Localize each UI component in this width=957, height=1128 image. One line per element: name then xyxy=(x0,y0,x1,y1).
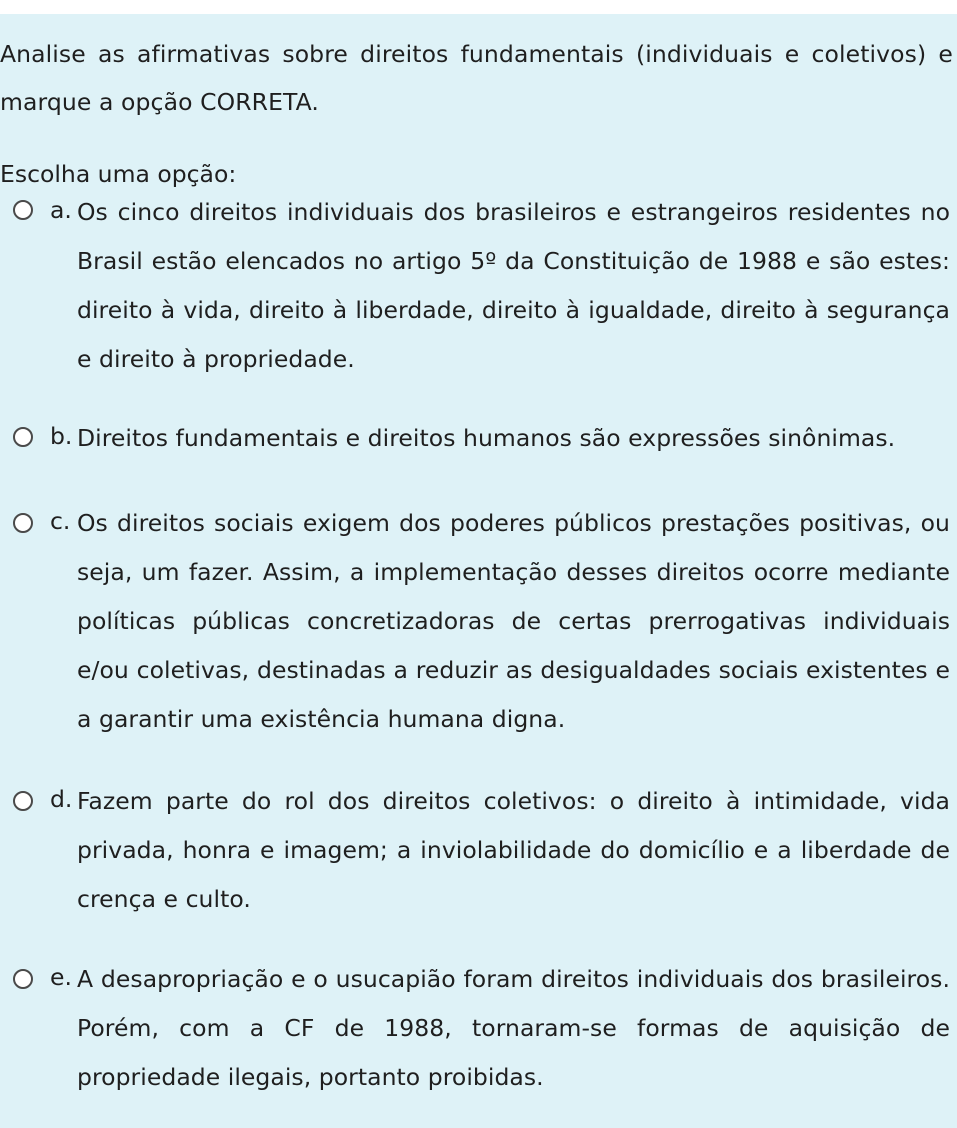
option-letter-d: d. xyxy=(50,785,73,813)
option-letter-c: c. xyxy=(50,507,71,535)
option-text-b[interactable]: Direitos fundamentais e direitos humanos são expressões sinônimas. xyxy=(77,424,896,452)
option-text-d[interactable]: Fazem parte do rol dos direitos coletivos: o direito à intimidade, vida privada, honra e imagem; a inviolabilidade do domicílio e a liberdade de crença e culto. xyxy=(77,787,950,913)
question-text: Analise as afirmativas sobre direitos fundamentais (individuais e coletivos) e marque a opção CORRETA. xyxy=(0,40,953,116)
option-text-c[interactable]: Os direitos sociais exigem dos poderes públicos prestações positivas, ou seja, um fazer. Assim, a implementação desses direitos ocorre mediante políticas públicas concretizadoras de certas prerrogativas individuais e/ou coletivas, destinadas a reduzir as desigualdades sociais existentes e a garantir uma existência humana digna. xyxy=(77,509,950,733)
radio-option-a[interactable] xyxy=(13,200,33,220)
option-letter-b: b. xyxy=(50,422,73,450)
prompt-label: Escolha uma opção: xyxy=(0,160,237,188)
option-letter-e: e. xyxy=(50,963,72,991)
radio-option-c[interactable] xyxy=(13,513,33,533)
radio-option-e[interactable] xyxy=(13,969,33,989)
option-letter-a: a. xyxy=(50,196,72,224)
option-text-e[interactable]: A desapropriação e o usucapião foram direitos individuais dos brasileiros. Porém, com a CF de 1988, tornaram-se formas de aquisição de propriedade ilegais, portanto proibidas. xyxy=(77,965,950,1091)
radio-option-b[interactable] xyxy=(13,427,33,447)
option-text-a[interactable]: Os cinco direitos individuais dos brasileiros e estrangeiros residentes no Brasil estão elencados no artigo 5º da Constituição de 1988 e são estes: direito à vida, direito à liberdade, direito à igualdade, direito à segurança e direito à propriedade. xyxy=(77,198,950,373)
question-panel xyxy=(0,14,957,1128)
radio-option-d[interactable] xyxy=(13,791,33,811)
